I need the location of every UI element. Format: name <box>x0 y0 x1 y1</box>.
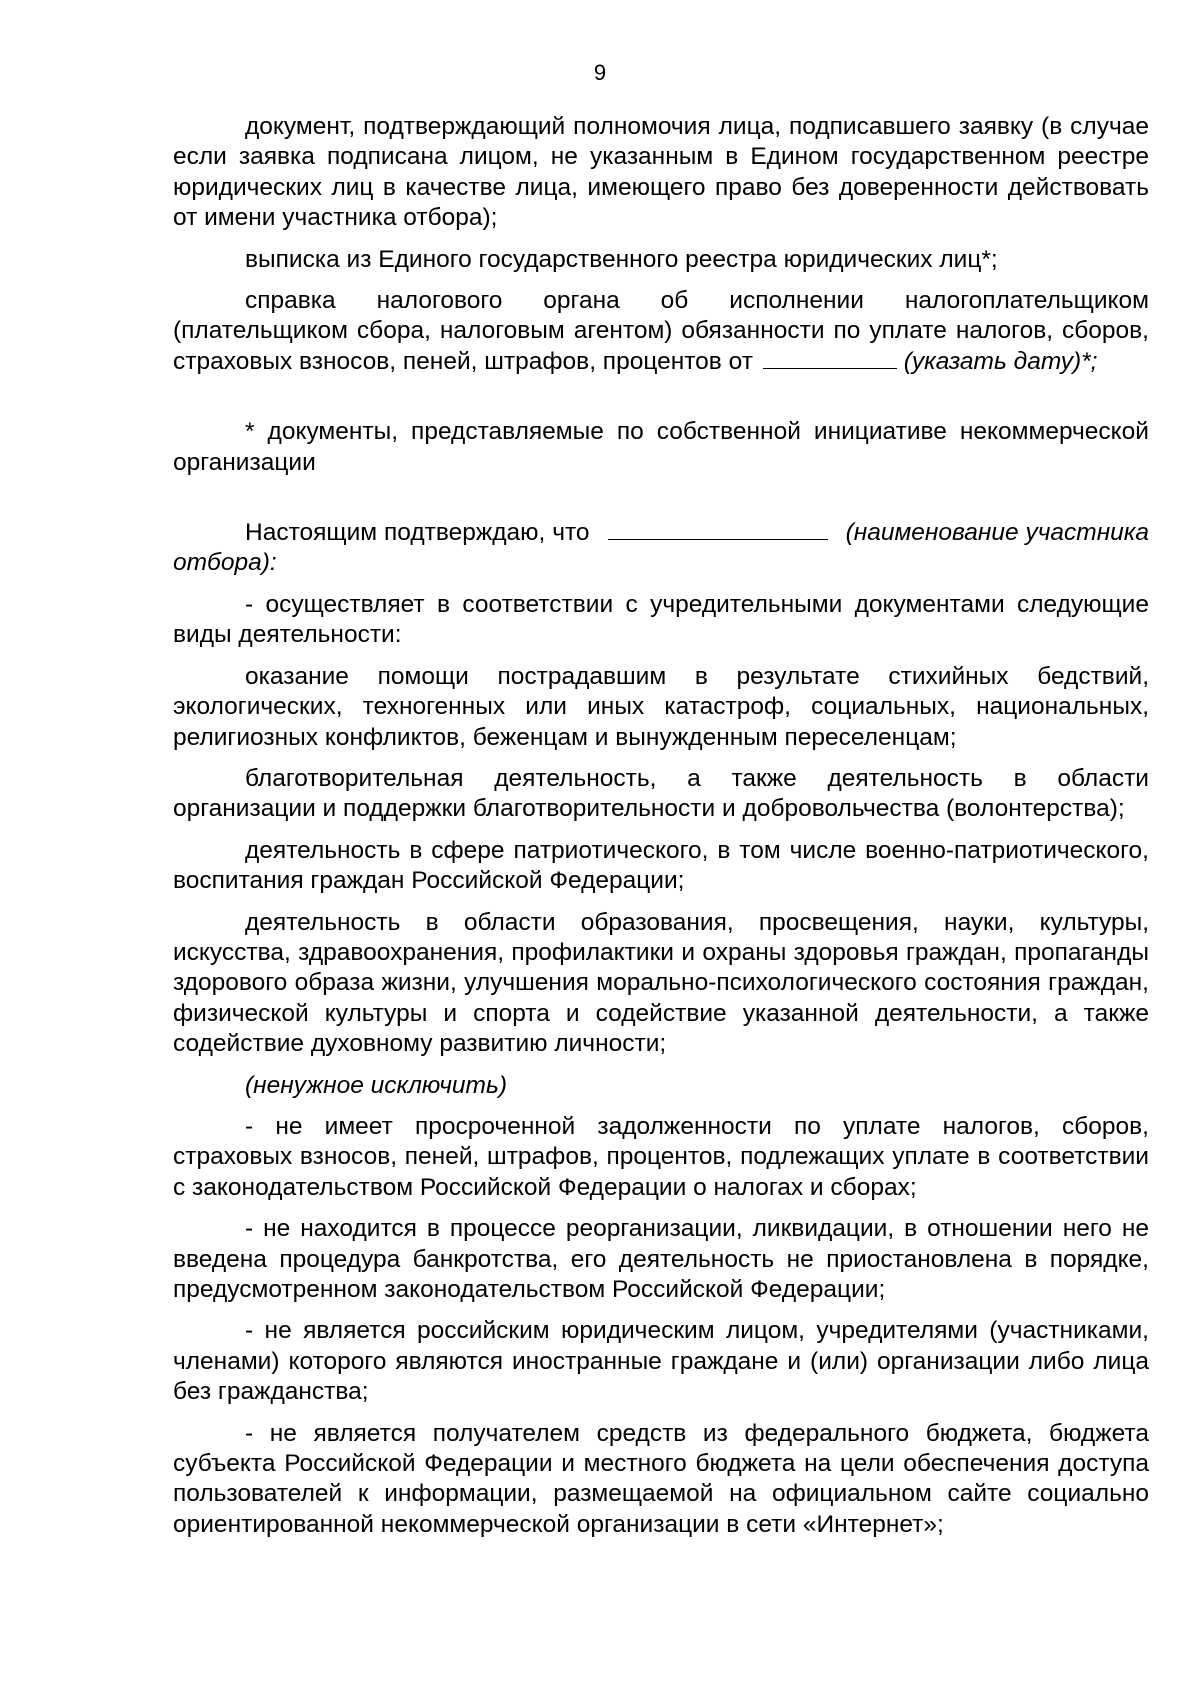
paragraph-no-reorganization: - не находится в процессе реорганизации, ликвидации, в отношении него не введена процедура банкротства, его деятельность не приостановлена в порядке, предусмотренном законодательством Российской Федерации; <box>173 1215 1149 1303</box>
paragraph-note <box>173 1071 1149 1101</box>
paragraph-activity-patriotic: деятельность в сфере патриотического, в том числе военно-патриотического, воспитания граждан Российской Федерации; <box>173 836 1149 895</box>
date-hint: (указать дату)*; <box>903 347 1098 375</box>
participant-name-hint: (наименование участника отбора): <box>173 519 1149 577</box>
paragraph-activity-education: деятельность в области образования, просвещения, науки, культуры, искусства, здравоохранения, профилактики и охраны здоровья граждан, пропаганды здорового образа жизни, улучшения морально-психологического состояния граждан, физической культуры и спорта и содействие указанной деятельности, а также содействие духовному развитию личности; <box>173 908 1149 1058</box>
date-blank-line <box>763 367 897 369</box>
paragraph-activity-disaster-aid: оказание помощи пострадавшим в результате стихийных бедствий, экологических, техногенных или иных катастроф, социальных, национальных, религиозных конфликтов, беженцам и вынужденным переселенцам; <box>173 662 1149 751</box>
paragraph-not-budget-recipient: - не является получателем средств из федерального бюджета, бюджета субъекта Российской Федерации и местного бюджета на цели обеспечения доступа пользователей к информации, размещаемой на официальном сайте социально ориентированной некоммерческой организации в сети «Интернет»; <box>173 1419 1149 1538</box>
name-blank-line <box>608 538 828 540</box>
confirmation-text: Настоящим подтверждаю, что <box>245 519 590 547</box>
footnote: * документы, представляемые по собственной инициативе некоммерческой организации <box>173 418 1149 476</box>
note-text: (ненужное исключить) <box>245 1071 508 1099</box>
paragraph-activities-intro: - осуществляет в соответствии с учредительными документами следующие виды деятельности: <box>173 590 1149 649</box>
paragraph-tax-certificate <box>173 286 1149 377</box>
page-number: 9 <box>593 60 607 85</box>
paragraph-authority-document: документ, подтверждающий полномочия лица, подписавшего заявку (в случае если заявка подписана лицом, не указанным в Едином государственном реестре юридических лиц в качестве лица, имеющего право без доверенности действовать от имени участника отбора); <box>173 113 1149 232</box>
paragraph-no-tax-debt: - не имеет просроченной задолженности по уплате налогов, сборов, страховых взносов, пеней, штрафов, процентов, подлежащих уплате в соответствии с законодательством Российской Федерации о налогах и сборах; <box>173 1112 1149 1201</box>
paragraph-activity-charity: благотворительная деятельность, а также деятельность в области организации и поддержки благотворительности и добровольчества (волонтерства); <box>173 764 1149 823</box>
paragraph-not-foreign-founders: - не является российским юридическим лицом, учредителями (участниками, членами) которого являются иностранные граждане и (или) организации либо лица без гражданства; <box>173 1317 1149 1406</box>
tax-certificate-text: справка налогового органа об исполнении налогоплательщиком (плательщиком сбора, налоговым агентом) обязанности по уплате налогов, сборов, страховых взносов, пеней, штрафов, процентов от <box>173 287 1149 375</box>
paragraph-confirmation <box>173 518 1149 579</box>
paragraph-registry-extract: выписка из Единого государственного реестра юридических лиц*; <box>245 245 998 273</box>
document-body <box>173 112 1149 1551</box>
